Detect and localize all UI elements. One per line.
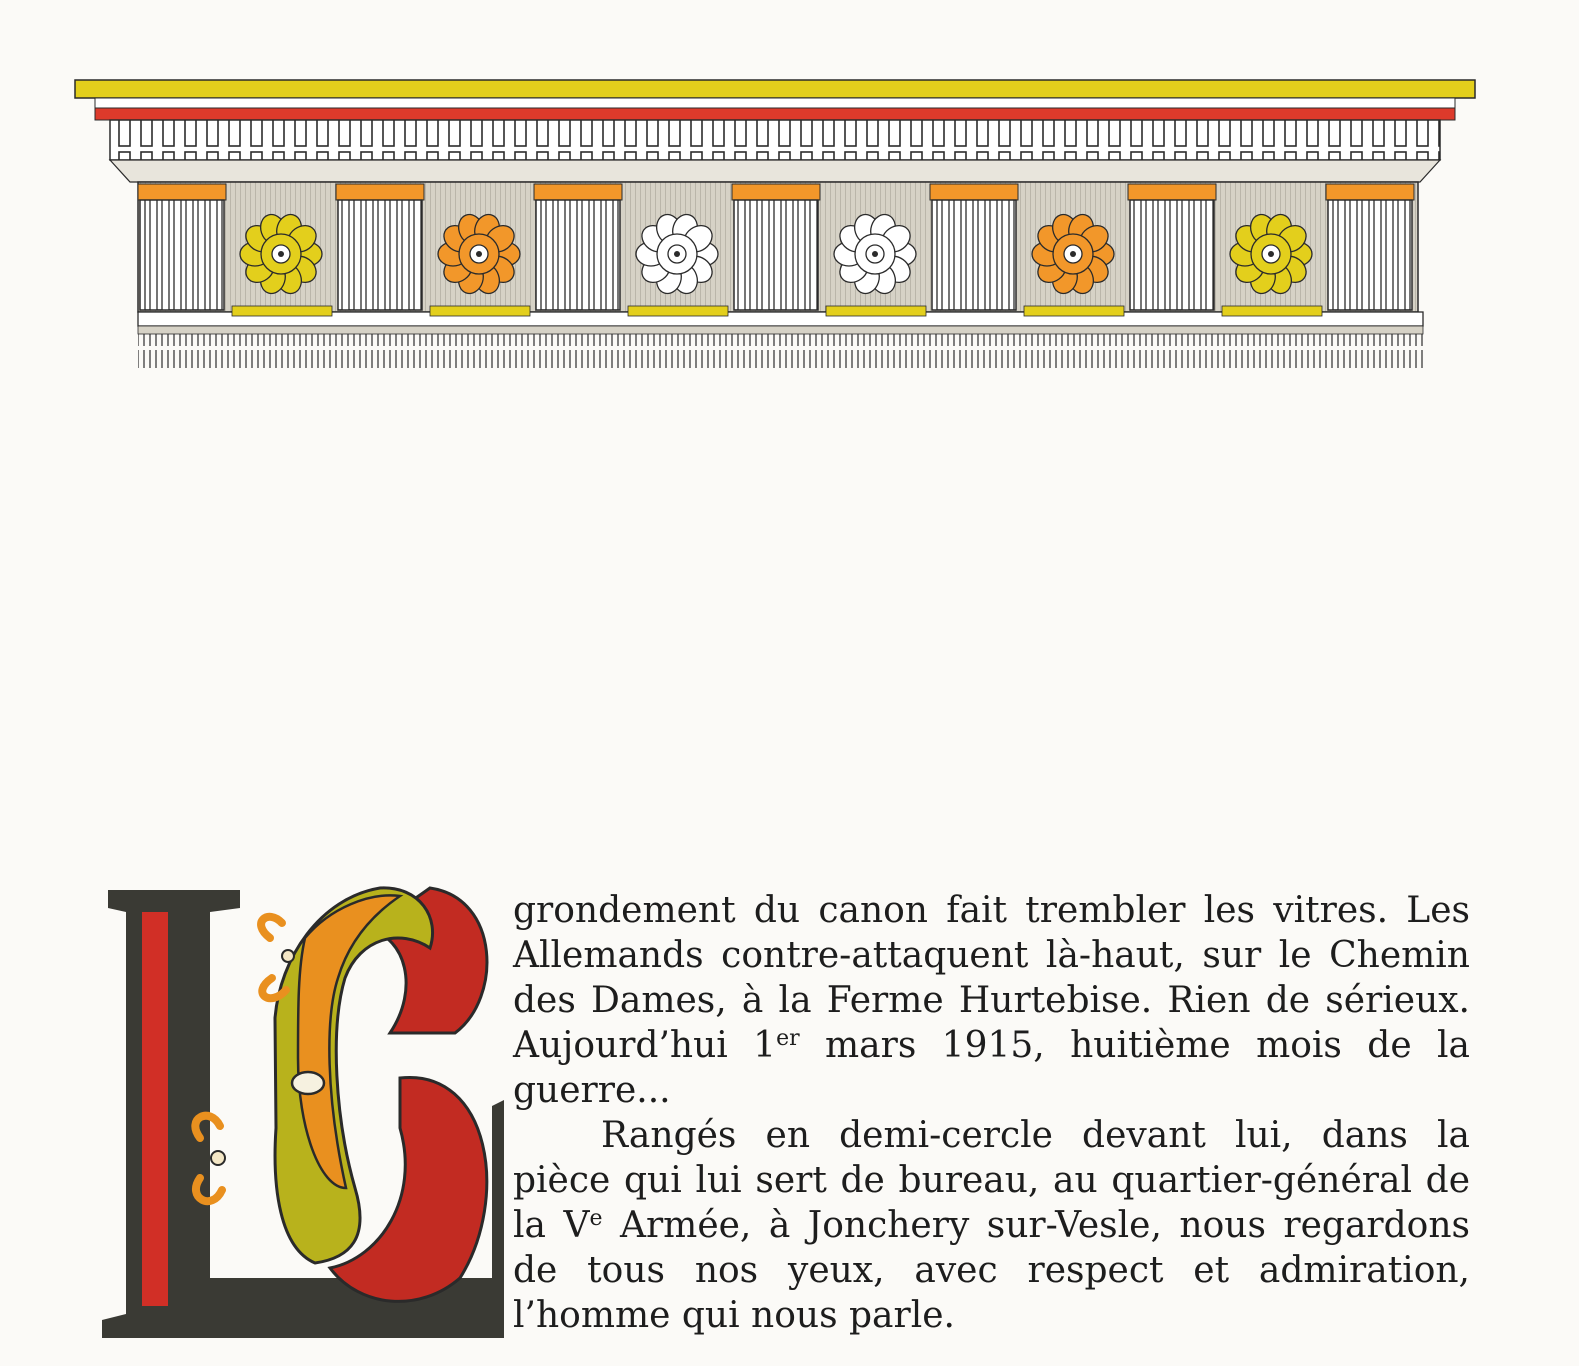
triglyph bbox=[1128, 184, 1216, 310]
triglyph bbox=[138, 184, 226, 310]
cornice bbox=[75, 80, 1475, 182]
paragraph-2 bbox=[513, 1113, 1470, 1338]
paragraph-1-text-before: grondement du canon fait trembler les vitres. Les Allemands contre-attaquent là-haut, sur le Chemin des Dames, à la Ferme Hurtebise. Rien de sérieux. Aujourd’hui 1 bbox=[513, 890, 1470, 1066]
triglyph bbox=[534, 184, 622, 310]
lower-yellow-bar bbox=[628, 306, 728, 316]
paragraph-2-text-after: Armée, à Jonchery sur-Vesle, nous regardons de tous nos yeux, avec respect et admiration, l’homme qui nous parle. bbox=[513, 1205, 1471, 1336]
lower-moulding bbox=[138, 312, 1423, 368]
lower-yellow-bar bbox=[826, 306, 926, 316]
triglyph bbox=[930, 184, 1018, 310]
paragraph-1-superscript: er bbox=[776, 1026, 800, 1051]
triglyph bbox=[1326, 184, 1414, 310]
drop-cap-initial bbox=[100, 868, 510, 1348]
triglyph bbox=[732, 184, 820, 310]
lower-yellow-bar bbox=[1222, 306, 1322, 316]
drop-cap-letter-e bbox=[195, 888, 487, 1301]
lower-yellow-bar bbox=[232, 306, 332, 316]
body-text bbox=[513, 888, 1470, 1338]
paragraph-1 bbox=[513, 888, 1470, 1113]
triglyph bbox=[336, 184, 424, 310]
paragraph-2-superscript: e bbox=[589, 1206, 603, 1231]
paragraph-2-text-before: Rangés en demi-cercle devant lui, dans la pièce qui lui sert de bureau, au quartier-général de la V bbox=[513, 1115, 1470, 1246]
lower-yellow-bar bbox=[1024, 306, 1124, 316]
paragraph-1-text-after: mars 1915, huitième mois de la guerre... bbox=[513, 1025, 1470, 1111]
decorative-frieze bbox=[70, 70, 1490, 380]
lower-yellow-bar bbox=[430, 306, 530, 316]
